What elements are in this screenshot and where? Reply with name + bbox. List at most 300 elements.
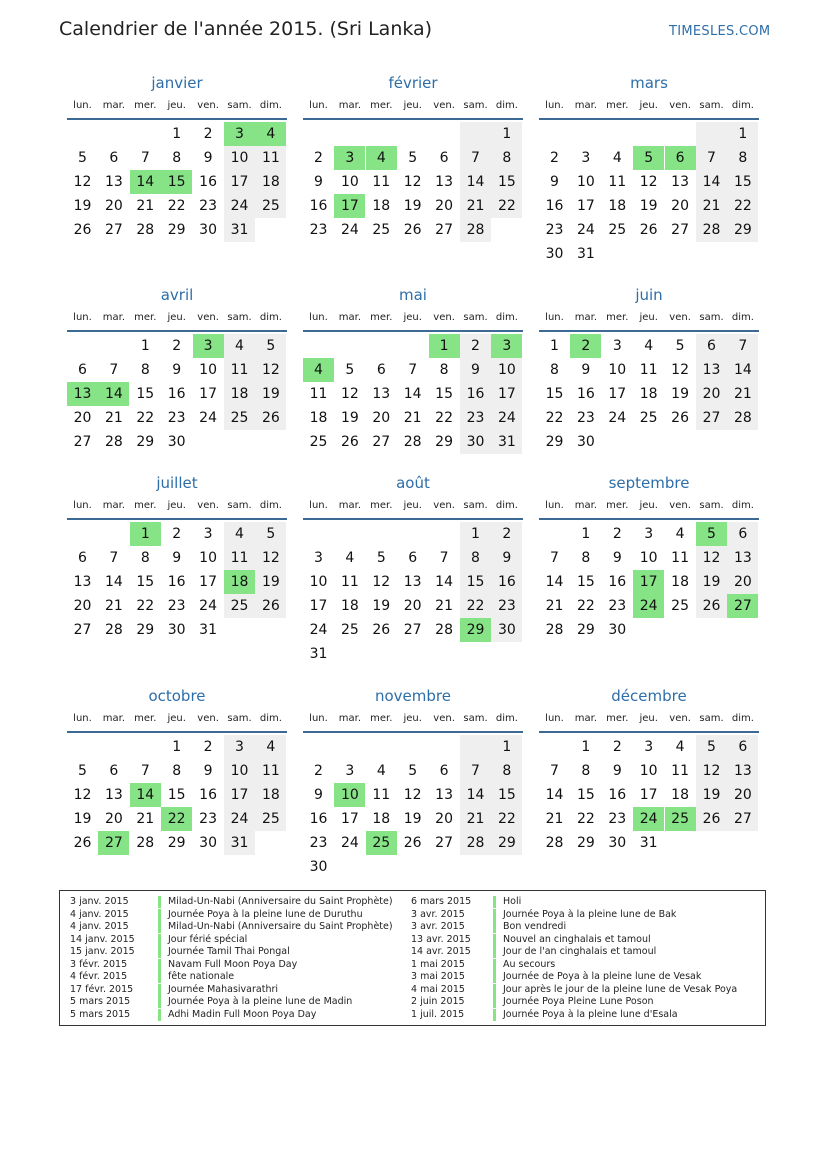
weekday-label: sam. bbox=[463, 713, 488, 724]
holiday-day-cell: 24 bbox=[633, 594, 664, 618]
day-cell: 23 bbox=[608, 598, 627, 614]
day-cell: 10 bbox=[224, 759, 255, 783]
day-cell: 27 bbox=[435, 222, 453, 238]
day-cell: 29 bbox=[167, 835, 186, 851]
holiday-day-cell: 3 bbox=[491, 334, 522, 358]
month-name: janvier bbox=[151, 74, 203, 92]
month-divider bbox=[539, 118, 759, 120]
month-divider bbox=[67, 731, 287, 733]
day-cell: 26 bbox=[639, 222, 658, 238]
day-cell: 14 bbox=[696, 170, 727, 194]
day-cell: 3 bbox=[644, 526, 654, 542]
day-cell: 25 bbox=[340, 622, 359, 638]
day-cell: 23 bbox=[167, 598, 186, 614]
legend-date: 4 janv. 2015 bbox=[70, 921, 129, 932]
day-cell: 9 bbox=[550, 174, 559, 190]
month-10 bbox=[303, 687, 523, 887]
day-cell: 19 bbox=[639, 198, 658, 214]
legend-date: 1 juil. 2015 bbox=[411, 1008, 465, 1020]
weekday-label: mar. bbox=[102, 100, 126, 111]
day-cell: 16 bbox=[167, 574, 186, 590]
weekday-label: ven. bbox=[197, 713, 219, 724]
day-cell: 19 bbox=[671, 386, 689, 402]
day-cell: 20 bbox=[403, 598, 422, 614]
legend-holiday-name: Adhi Madin Full Moon Poya Day bbox=[158, 1009, 316, 1021]
day-cell: 22 bbox=[136, 410, 155, 426]
weekday-label: mer. bbox=[134, 312, 157, 323]
day-cell: 25 bbox=[309, 434, 328, 450]
day-cell: 15 bbox=[491, 170, 522, 194]
day-cell: 10 bbox=[340, 174, 359, 190]
weekday-label: jeu. bbox=[167, 500, 186, 511]
day-cell: 23 bbox=[460, 406, 491, 430]
weekday-label: sam. bbox=[227, 500, 252, 511]
month-6 bbox=[67, 474, 287, 674]
day-cell: 1 bbox=[550, 338, 559, 354]
legend-date: 3 févr. 2015 bbox=[70, 958, 128, 970]
day-cell: 27 bbox=[372, 434, 391, 450]
day-cell: 15 bbox=[491, 783, 522, 807]
day-cell: 28 bbox=[727, 406, 758, 430]
day-cell: 8 bbox=[491, 146, 522, 170]
day-cell: 8 bbox=[727, 146, 758, 170]
day-cell: 18 bbox=[340, 598, 359, 614]
day-cell: 15 bbox=[576, 787, 595, 803]
day-cell: 24 bbox=[224, 807, 255, 831]
legend-holiday-name: Journée Poya à la pleine lune de Bak bbox=[493, 909, 676, 921]
day-cell: 28 bbox=[403, 434, 422, 450]
day-cell: 10 bbox=[576, 174, 595, 190]
holiday-day-cell: 14 bbox=[130, 170, 161, 194]
day-cell: 2 bbox=[203, 126, 213, 142]
day-cell: 18 bbox=[372, 811, 391, 827]
weekday-label: ven. bbox=[669, 100, 691, 111]
day-cell: 6 bbox=[439, 763, 449, 779]
weekday-label: jeu. bbox=[403, 500, 422, 511]
day-cell: 10 bbox=[199, 362, 217, 378]
holiday-day-cell: 10 bbox=[334, 783, 365, 807]
month-9 bbox=[67, 687, 287, 887]
day-cell: 20 bbox=[435, 198, 453, 214]
day-cell: 7 bbox=[140, 150, 150, 166]
day-cell: 3 bbox=[345, 763, 355, 779]
day-cell: 10 bbox=[224, 146, 255, 170]
legend-date: 13 avr. 2015 bbox=[411, 933, 471, 945]
day-cell: 13 bbox=[104, 174, 123, 190]
day-cell: 4 bbox=[675, 739, 685, 755]
day-cell: 15 bbox=[460, 570, 491, 594]
day-cell: 2 bbox=[172, 526, 182, 542]
day-cell: 12 bbox=[255, 546, 286, 570]
day-cell: 13 bbox=[403, 574, 422, 590]
legend-holiday-name: Journée Poya à la pleine lune de Madin bbox=[158, 996, 352, 1008]
day-cell: 4 bbox=[255, 735, 286, 759]
day-cell: 22 bbox=[460, 594, 491, 618]
weekday-label: mar. bbox=[102, 500, 126, 511]
day-cell: 25 bbox=[255, 807, 286, 831]
legend-date: 6 mars 2015 bbox=[411, 896, 472, 907]
day-cell: 23 bbox=[576, 410, 595, 426]
legend-date: 3 mai 2015 bbox=[411, 971, 465, 982]
day-cell: 3 bbox=[224, 735, 255, 759]
day-cell: 19 bbox=[696, 783, 727, 807]
legend-holiday-name: Journée Tamil Thai Pongal bbox=[158, 946, 290, 958]
weekday-label: mar. bbox=[574, 713, 598, 724]
day-cell: 23 bbox=[199, 198, 217, 214]
day-cell: 7 bbox=[109, 550, 119, 566]
day-cell: 2 bbox=[612, 739, 622, 755]
day-cell: 11 bbox=[671, 763, 689, 779]
weekday-label: sam. bbox=[699, 100, 724, 111]
day-cell: 8 bbox=[550, 362, 559, 378]
day-cell: 3 bbox=[581, 150, 591, 166]
weekday-label: mar. bbox=[338, 713, 362, 724]
day-cell: 30 bbox=[608, 835, 627, 851]
day-cell: 26 bbox=[340, 434, 359, 450]
day-cell: 6 bbox=[376, 362, 386, 378]
day-cell: 5 bbox=[78, 150, 87, 166]
day-cell: 22 bbox=[491, 194, 522, 218]
day-cell: 7 bbox=[460, 759, 491, 783]
day-cell: 6 bbox=[439, 150, 449, 166]
month-divider bbox=[539, 330, 759, 332]
day-cell: 2 bbox=[550, 150, 559, 166]
day-cell: 5 bbox=[345, 362, 355, 378]
day-cell: 19 bbox=[255, 570, 286, 594]
weekday-label: dim. bbox=[731, 500, 754, 511]
day-cell: 11 bbox=[372, 787, 391, 803]
weekday-label: lun. bbox=[309, 312, 328, 323]
day-cell: 28 bbox=[460, 831, 491, 855]
holiday-day-cell: 4 bbox=[255, 122, 286, 146]
weekday-label: mar. bbox=[574, 100, 598, 111]
legend-holiday-name: Milad-Un-Nabi (Anniversaire du Saint Prophète) bbox=[158, 896, 393, 908]
legend-date: 14 avr. 2015 bbox=[411, 946, 471, 957]
day-cell: 12 bbox=[340, 386, 359, 402]
holiday-day-cell: 15 bbox=[161, 170, 192, 194]
month-1 bbox=[303, 74, 523, 274]
weekday-label: mer. bbox=[370, 312, 393, 323]
day-cell: 2 bbox=[612, 526, 622, 542]
day-cell: 16 bbox=[491, 570, 522, 594]
weekday-label: jeu. bbox=[639, 500, 658, 511]
day-cell: 19 bbox=[403, 811, 422, 827]
day-cell: 23 bbox=[491, 594, 522, 618]
day-cell: 2 bbox=[314, 150, 323, 166]
day-cell: 6 bbox=[78, 550, 87, 566]
day-cell: 25 bbox=[224, 594, 255, 618]
day-cell: 8 bbox=[172, 763, 182, 779]
day-cell: 25 bbox=[639, 410, 658, 426]
day-cell: 25 bbox=[372, 222, 391, 238]
day-cell: 22 bbox=[727, 194, 758, 218]
day-cell: 30 bbox=[608, 622, 627, 638]
day-cell: 15 bbox=[727, 170, 758, 194]
day-cell: 2 bbox=[491, 522, 522, 546]
month-8 bbox=[539, 474, 759, 674]
empty-weekend-cell bbox=[696, 122, 727, 146]
day-cell: 6 bbox=[696, 334, 727, 358]
day-cell: 10 bbox=[199, 550, 217, 566]
weekday-label: sam. bbox=[699, 713, 724, 724]
day-cell: 18 bbox=[372, 198, 391, 214]
day-cell: 11 bbox=[372, 174, 391, 190]
day-cell: 22 bbox=[545, 410, 564, 426]
weekday-label: ven. bbox=[433, 100, 455, 111]
day-cell: 28 bbox=[136, 222, 155, 238]
weekday-label: sam. bbox=[227, 713, 252, 724]
day-cell: 18 bbox=[309, 410, 328, 426]
holiday-day-cell: 24 bbox=[633, 807, 664, 831]
day-cell: 28 bbox=[104, 622, 123, 638]
month-name: octobre bbox=[148, 687, 206, 705]
day-cell: 23 bbox=[309, 835, 328, 851]
day-cell: 30 bbox=[576, 434, 595, 450]
day-cell: 12 bbox=[73, 174, 92, 190]
day-cell: 7 bbox=[109, 362, 119, 378]
holiday-day-cell: 17 bbox=[633, 570, 664, 594]
day-cell: 18 bbox=[671, 787, 689, 803]
day-cell: 24 bbox=[199, 598, 217, 614]
day-cell: 13 bbox=[372, 386, 391, 402]
day-cell: 11 bbox=[255, 146, 286, 170]
month-divider bbox=[539, 518, 759, 520]
day-cell: 24 bbox=[309, 622, 328, 638]
weekday-label: lun. bbox=[309, 100, 328, 111]
weekday-label: sam. bbox=[463, 500, 488, 511]
weekday-label: dim. bbox=[731, 713, 754, 724]
legend-date: 5 mars 2015 bbox=[70, 996, 131, 1007]
month-divider bbox=[303, 330, 523, 332]
day-cell: 4 bbox=[644, 338, 654, 354]
holiday-day-cell: 25 bbox=[366, 831, 397, 855]
day-cell: 18 bbox=[255, 170, 286, 194]
weekday-label: dim. bbox=[495, 100, 518, 111]
day-cell: 31 bbox=[224, 218, 255, 242]
day-cell: 27 bbox=[73, 434, 92, 450]
weekday-label: jeu. bbox=[167, 312, 186, 323]
day-cell: 11 bbox=[639, 362, 658, 378]
month-divider bbox=[67, 330, 287, 332]
month-divider bbox=[303, 518, 523, 520]
day-cell: 13 bbox=[696, 358, 727, 382]
legend-date: 5 mars 2015 bbox=[70, 1008, 131, 1020]
brand-link[interactable]: TIMESLES.COM bbox=[669, 24, 771, 39]
month-0 bbox=[67, 74, 287, 274]
day-cell: 21 bbox=[435, 598, 453, 614]
day-cell: 5 bbox=[255, 334, 286, 358]
day-cell: 22 bbox=[491, 807, 522, 831]
day-cell: 20 bbox=[727, 570, 758, 594]
weekday-label: mer. bbox=[370, 100, 393, 111]
day-cell: 21 bbox=[696, 194, 727, 218]
holiday-day-cell: 5 bbox=[633, 146, 664, 170]
day-cell: 16 bbox=[167, 386, 186, 402]
day-cell: 25 bbox=[671, 598, 689, 614]
day-cell: 29 bbox=[727, 218, 758, 242]
weekday-label: mer. bbox=[370, 713, 393, 724]
day-cell: 5 bbox=[675, 338, 685, 354]
day-cell: 20 bbox=[696, 382, 727, 406]
day-cell: 11 bbox=[255, 759, 286, 783]
day-cell: 18 bbox=[671, 574, 689, 590]
day-cell: 5 bbox=[376, 550, 386, 566]
weekday-label: lun. bbox=[73, 312, 92, 323]
day-cell: 2 bbox=[460, 334, 491, 358]
weekday-label: jeu. bbox=[167, 713, 186, 724]
day-cell: 9 bbox=[581, 362, 591, 378]
day-cell: 8 bbox=[140, 362, 150, 378]
day-cell: 3 bbox=[203, 526, 213, 542]
day-cell: 24 bbox=[491, 406, 522, 430]
day-cell: 10 bbox=[639, 550, 658, 566]
legend-date: 15 janv. 2015 bbox=[70, 946, 135, 957]
weekday-label: sam. bbox=[463, 312, 488, 323]
holiday-day-cell: 2 bbox=[570, 334, 601, 358]
legend-holiday-name: Jour férié spécial bbox=[158, 934, 247, 946]
day-cell: 8 bbox=[140, 550, 150, 566]
weekday-label: sam. bbox=[699, 312, 724, 323]
weekday-label: mar. bbox=[102, 312, 126, 323]
legend-holiday-name: Jour après le jour de la pleine lune de Vesak Poya bbox=[493, 984, 737, 996]
day-cell: 22 bbox=[136, 598, 155, 614]
day-cell: 13 bbox=[671, 174, 689, 190]
day-cell: 6 bbox=[727, 522, 758, 546]
empty-weekend-cell bbox=[460, 122, 491, 146]
day-cell: 26 bbox=[403, 222, 422, 238]
day-cell: 4 bbox=[376, 763, 386, 779]
day-cell: 23 bbox=[199, 811, 217, 827]
day-cell: 15 bbox=[545, 386, 564, 402]
weekday-label: lun. bbox=[309, 713, 328, 724]
day-cell: 10 bbox=[608, 362, 627, 378]
day-cell: 30 bbox=[199, 222, 217, 238]
holiday-day-cell: 14 bbox=[98, 382, 129, 406]
holiday-day-cell: 27 bbox=[98, 831, 129, 855]
day-cell: 12 bbox=[372, 574, 391, 590]
day-cell: 8 bbox=[460, 546, 491, 570]
day-cell: 1 bbox=[727, 122, 758, 146]
day-cell: 21 bbox=[460, 807, 491, 831]
month-5 bbox=[539, 286, 759, 486]
day-cell: 14 bbox=[460, 783, 491, 807]
legend-date: 3 avr. 2015 bbox=[411, 908, 465, 920]
day-cell: 17 bbox=[199, 574, 217, 590]
day-cell: 9 bbox=[612, 550, 622, 566]
legend-holiday-name: fête nationale bbox=[158, 971, 234, 983]
day-cell: 31 bbox=[639, 835, 658, 851]
day-cell: 8 bbox=[172, 150, 182, 166]
day-cell: 1 bbox=[460, 522, 491, 546]
day-cell: 6 bbox=[109, 150, 119, 166]
day-cell: 24 bbox=[199, 410, 217, 426]
legend-date: 4 mai 2015 bbox=[411, 983, 465, 995]
day-cell: 20 bbox=[73, 410, 92, 426]
day-cell: 3 bbox=[644, 739, 654, 755]
holiday-day-cell: 3 bbox=[224, 122, 255, 146]
legend-date: 1 mai 2015 bbox=[411, 958, 465, 970]
day-cell: 30 bbox=[199, 835, 217, 851]
legend-holiday-name: Navam Full Moon Poya Day bbox=[158, 959, 297, 971]
day-cell: 20 bbox=[671, 198, 689, 214]
day-cell: 9 bbox=[172, 362, 182, 378]
day-cell: 9 bbox=[203, 150, 213, 166]
holiday-day-cell: 14 bbox=[130, 783, 161, 807]
day-cell: 28 bbox=[104, 434, 123, 450]
day-cell: 14 bbox=[104, 574, 123, 590]
day-cell: 30 bbox=[309, 859, 328, 875]
weekday-label: sam. bbox=[699, 500, 724, 511]
day-cell: 24 bbox=[224, 194, 255, 218]
month-name: mars bbox=[630, 74, 668, 92]
legend-date: 14 janv. 2015 bbox=[70, 933, 135, 945]
weekday-label: mar. bbox=[574, 500, 598, 511]
day-cell: 17 bbox=[224, 783, 255, 807]
month-4 bbox=[303, 286, 523, 486]
month-divider bbox=[67, 518, 287, 520]
day-cell: 2 bbox=[203, 739, 213, 755]
weekday-label: lun. bbox=[545, 100, 564, 111]
day-cell: 8 bbox=[439, 362, 449, 378]
weekday-label: sam. bbox=[227, 100, 252, 111]
day-cell: 11 bbox=[671, 550, 689, 566]
day-cell: 1 bbox=[140, 338, 150, 354]
day-cell: 8 bbox=[491, 759, 522, 783]
weekday-label: ven. bbox=[669, 312, 691, 323]
weekday-label: mer. bbox=[370, 500, 393, 511]
day-cell: 15 bbox=[136, 386, 155, 402]
day-cell: 18 bbox=[224, 382, 255, 406]
holiday-day-cell: 18 bbox=[224, 570, 255, 594]
holiday-day-cell: 4 bbox=[303, 358, 334, 382]
weekday-label: dim. bbox=[731, 100, 754, 111]
weekday-label: sam. bbox=[463, 100, 488, 111]
day-cell: 21 bbox=[403, 410, 422, 426]
day-cell: 16 bbox=[608, 787, 627, 803]
month-2 bbox=[539, 74, 759, 274]
day-cell: 21 bbox=[104, 598, 123, 614]
day-cell: 26 bbox=[255, 594, 286, 618]
day-cell: 19 bbox=[73, 811, 92, 827]
weekday-label: dim. bbox=[495, 312, 518, 323]
day-cell: 17 bbox=[309, 598, 328, 614]
day-cell: 26 bbox=[403, 835, 422, 851]
day-cell: 19 bbox=[403, 198, 422, 214]
day-cell: 29 bbox=[167, 222, 186, 238]
day-cell: 11 bbox=[608, 174, 627, 190]
day-cell: 25 bbox=[608, 222, 627, 238]
day-cell: 12 bbox=[73, 787, 92, 803]
day-cell: 9 bbox=[314, 174, 323, 190]
day-cell: 5 bbox=[408, 763, 418, 779]
day-cell: 13 bbox=[727, 759, 758, 783]
day-cell: 20 bbox=[73, 598, 92, 614]
day-cell: 29 bbox=[435, 434, 453, 450]
day-cell: 20 bbox=[727, 783, 758, 807]
weekday-label: jeu. bbox=[639, 100, 658, 111]
day-cell: 29 bbox=[136, 622, 155, 638]
day-cell: 13 bbox=[104, 787, 123, 803]
weekday-label: lun. bbox=[545, 500, 564, 511]
day-cell: 2 bbox=[314, 763, 323, 779]
legend-date: 4 janv. 2015 bbox=[70, 908, 129, 920]
day-cell: 28 bbox=[460, 218, 491, 242]
holiday-legend bbox=[59, 890, 766, 1026]
weekday-label: mar. bbox=[574, 312, 598, 323]
day-cell: 17 bbox=[224, 170, 255, 194]
month-divider bbox=[539, 731, 759, 733]
day-cell: 23 bbox=[545, 222, 564, 238]
